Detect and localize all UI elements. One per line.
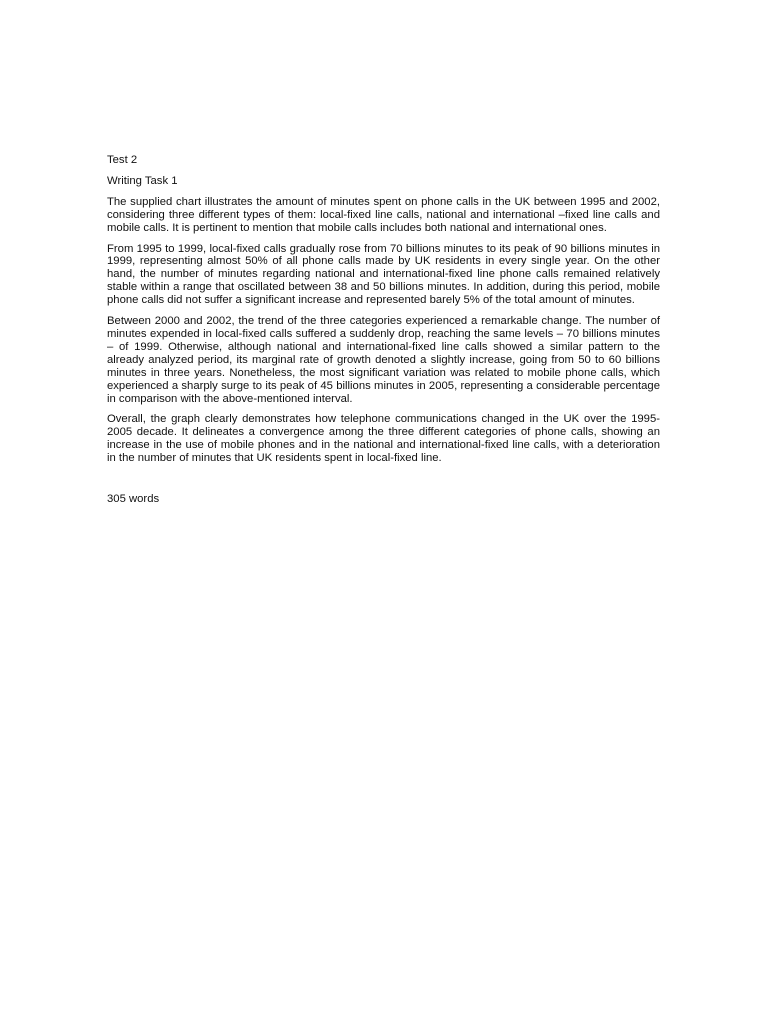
word-count: 305 words [107,493,160,506]
paragraph-overall: Overall, the graph clearly demonstrates how telephone communications changed in the UK over the 1995-2005 decade. It delineates a convergence among the three different categories of phone calls, showing an increase in the use of mobile phones and in the national and international-fixed line calls, with a deterioration in the number of minutes that UK residents spent in local-fixed line. [107,413,660,465]
test-heading: Test 2 [107,154,138,166]
task-subheading: Writing Task 1 [107,174,178,187]
paragraph-introduction: The supplied chart illustrates the amount of minutes spent on phone calls in the UK between 1995 and 2002, considering three different types of them: local-fixed line calls, national and international –fixed line calls and mobile calls. It is pertinent to mention that mobile calls includes both national and international ones. [107,195,660,234]
document-page [107,154,660,506]
paragraph-1995-1999: From 1995 to 1999, local-fixed calls gradually rose from 70 billions minutes to its peak of 90 billions minutes in 1999, representing almost 50% of all phone calls made by UK residents in every single year. On the other hand, the number of minutes regarding national and international-fixed line phone calls remained relatively stable within a range that oscillated between 38 and 50 billions minutes. In addition, during this period, mobile phone calls did not suffer a significant increase and represented barely 5% of the total amount of minutes. [107,242,660,307]
paragraph-2000-2002: Between 2000 and 2002, the trend of the three categories experienced a remarkable change. The number of minutes expended in local-fixed calls suffered a suddenly drop, reaching the same levels – 70 billions minutes – of 1999. Otherwise, although national and international-fixed line calls showed a similar pattern to the already analyzed period, its marginal rate of growth denoted a slightly increase, going from 50 to 60 billions minutes in three years. Nonetheless, the most significant variation was related to mobile phone calls, which experienced a sharply surge to its peak of 45 billions minutes in 2005, representing a considerable percentage in comparison with the above-mentioned interval. [107,315,660,405]
